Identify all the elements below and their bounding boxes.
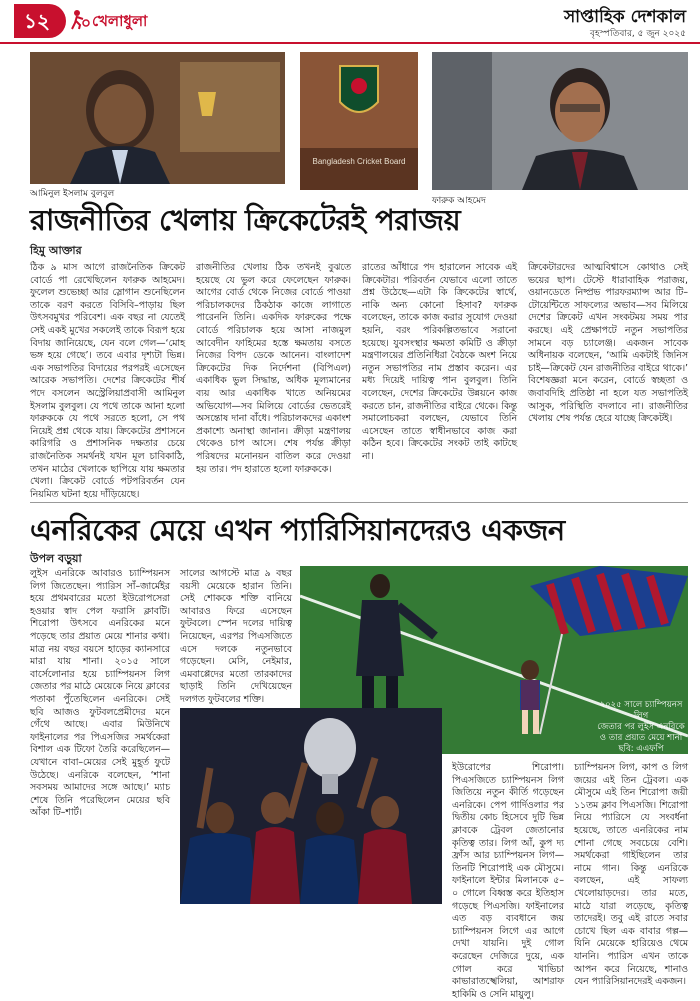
article1-column-2: রাজনীতির খেলায় ঠিক তখনই বুঝতে হয়েছে যে ভুল করে ফেলেছেন ফারুক। আগের বোর্ড থেকে নিজের বোর্ডে পাওয়া পরিচালকদের ঠিকঠাক কাজে লাগাতে পারেননি তিনি। একদিক ফারুকের পক্ষে বোর্ডে পরিচালক হয়ে আসা নাজমুল আবেদীন ফাহিমের হস্তে ক্ষমতায় বসতে নিজের বিপদ ডেকে আনেন। বাংলাদেশ ক্রিকেটের দিক নির্দেশনা (বিপিএল) একাধিক ভুল সিদ্ধান্ত, অধিক মূল্যমানের ব্যয় আর একাধিক খাতে অনিয়মের অভিযোগ—সব মিলিয়ে বোর্ডের ভেতরেই অসন্তোষ দানা বাঁধে। পরিচালকদের একাংশ প্রকাশ্যে অনাস্থা জানান। ক্রীড়া মন্ত্রণালয় থেকেও চাপ আসে। শেষ পর্যন্ত ক্রীড়া পরিষদের মনোনয়ন বাতিল করে দেওয়া হয় তার। পদ হারাতে হলো ফারুককে।: [196, 262, 351, 475]
article2-column-3: ইউরোপের শিরোপা। পিএসজিতে চ্যাম্পিয়নস লিগ জিতিয়ে নতুন কীর্তি গড়েছেন এনরিকে। পেপ গার্দিওলার পর দ্বিতীয় কোচ হিসেবে দুটি ভিন্ন ক্লাবকে ট্রেবল জেতানোর কৃতিত্ব তার। লিগ আঁ, কুপ দ্য ফ্রাঁস আর চ্যাম্পিয়নস লিগ—তিনটি শিরোপাই এক মৌসুমে। ফাইনালে ইন্টার মিলানকে ৫–০ গোলে বিধ্বস্ত করে ইতিহাস গড়েছে পিএসজি। ফাইনালের এত বড় ব্যবধানে জয় চ্যাম্পিয়নস লিগে এর আগে দেখা যায়নি। দুই গোল করেছেন দেজিরে দুয়ে, এক গোল করে খাভিচা কাভারাতস্খেলিয়া, আশরাফ হাকিমি ও সেনি মায়ুলু।: [452, 762, 564, 1000]
caption-faruque: ফারুক আহমেদ: [432, 196, 486, 206]
headline-politics-cricket: রাজনীতির খেলায় ক্রিকেটেরই পরাজয়: [30, 203, 461, 237]
trophy-celebration-image: [180, 708, 442, 904]
article1-column-4: ক্রিকেটারদের আত্মবিশ্বাসে কোথাও সেই ভয়ের ছাপ। টেস্টে ধারাবাহিক পরাজয়, ওয়ানডেতে নিষ্প্রভ পারফরম্যান্স আর টি–টোয়েন্টিতে সাফল্যের অভাব—সব মিলিয়ে দেশের ক্রিকেট এখন সংকটময় সময় পার করছে। এই প্রেক্ষাপটে নতুন সভাপতির সামনে বড় চ্যালেঞ্জ। একজন সাবেক অধিনায়ক বলেছেন, ‘আমি একটাই জিনিস চাই—ক্রিকেট যেন রাজনীতির বাইরে থাকে।’ বিশেষজ্ঞরা মনে করেন, বোর্ডে স্বচ্ছতা ও জবাবদিহি প্রতিষ্ঠা না হলে যত সভাপতিই আসুক, পরিস্থিতি বদলাবে না। রাজনীতির খেলায় শেষ পর্যন্ত হেরে যাচ্ছে ক্রিকেটই।: [528, 262, 688, 425]
photo-aminul-islam-bulbul: [30, 52, 285, 184]
photo-faruque-ahmed: [432, 52, 688, 190]
article-divider: [30, 502, 688, 503]
photo-trophy-celebration: [180, 708, 442, 904]
article1-column-3: রাতের আঁধারে পদ হারালেন সাবেক এই ক্রিকেটার। পরিবর্তন যেভাবে এলো তাতে প্রশ্ন উঠেছে—এটা কি ক্রিকেটের স্বার্থে, নাকি অন্য কোনো হিসাব? ফারুক বলেছেন, তাকে কাজ করার সুযোগ দেওয়া হয়নি, বরং পরিকল্পিতভাবে সরানো হয়েছে। যুবসংস্থার ক্ষমতা কমিটি ও ক্রীড়া মন্ত্রণালয়ের প্রতিনিধিরা বৈঠকে অংশ নিয়ে নতুন সভাপতির নাম প্রস্তাব করেন। এর মধ্য দিয়েই দায়িত্ব পান বুলবুল। তিনি বলেছেন, দেশের ক্রিকেটের উন্নয়নে কাজ করতে চান, রাজনীতির বাইরে থেকে। কিন্তু সমালোচকরা বলছেন, যেভাবে তিনি এসেছেন তাতে স্বাধীনভাবে কাজ করা কঠিন হবে। ক্রিকেটের সংকট তাই কাটছে না।: [362, 262, 517, 462]
article1-column-1: ঠিক ৯ মাস আগে রাজনৈতিক ক্রিকেট বোর্ডে পা রেখেছিলেন ফারুক আহমেদ। ফুলেল শুভেচ্ছা আর স্লোগান শুনেছিলেন তাকে বরণ করতে বিসিবি–পাড়ায় ছিল উৎসবমুখর পরিবেশ। এক বছর না যেতেই সেই একই মুখের সকলেই তাকে বিরূপ হয়ে বিদায় জানিয়েছে, যেন বলে গেল—‘মোহ ভঙ্গ হয়ে গেছে’। তবে এবার দৃশ্যটা ভিন্ন। এক সভাপতির বিদায়ের পরপরই এসেছেন আরেক সভাপতি। দেশের ক্রিকেটের শীর্ষ পদে বসলেন অস্ট্রেলিয়াপ্রবাসী আমিনুল ইসলাম বুলবুল। যে পথে তাকে আনা হলো ফারুককে যে পথে সরতে হলো, সে পথ নিয়েই প্রশ্ন থেকে যায়। ক্রিকেটের প্রশাসনে কারিগরি ও প্রশাসনিক দক্ষতার চেয়ে রাজনৈতিক সমর্থনই যখন মূল চাবিকাঠি, তখন মাঠের খেলাকে ছাপিয়ে যায় ক্ষমতার খেলা। ক্রিকেট বোর্ডে পটপরিবর্তন যেন নিয়মিত ঘটনা হয়ে দাঁড়িয়েছে।: [30, 262, 185, 500]
headline-enrique-daughter: এনরিকের মেয়ে এখন প্যারিসিয়ানদেরও একজন: [30, 513, 565, 547]
bcb-logo-image: [300, 52, 418, 190]
page-number: ১২: [14, 4, 66, 38]
sports-logo-icon: [70, 8, 90, 30]
article2-column-1: লুইস এনরিকে আবারও চ্যাম্পিয়নস লিগ জিতেছেন। প্যারিস সাঁ–জার্মেইর হয়ে প্রথমবারের মতো ইউরোপসেরা হওয়ার স্বাদ পেল ফরাসি ক্লাবটি। শিরোপা উৎসবে এনরিকের মনে পড়েছে তার প্রয়াত মেয়ে শানার কথা। মাত্র নয় বছর বয়সে হাড়ের ক্যানসারে মারা যায় শানা। ২০১৫ সালে বার্সেলোনার হয়ে চ্যাম্পিয়নস লিগ জেতার পর মাঠে মেয়েকে নিয়ে ক্লাবের পতাকা পুঁতেছিলেন এনরিকে। সেই ছবি আজও ফুটবলপ্রেমীদের মনে গেঁথে আছে। এবার মিউনিখে ফাইনালের পর পিএসজির সমর্থকেরা বিশাল এক টিফো তৈরি করেছিলেন—যেখানে বাবা–মেয়ের সেই মুহূর্ত ফুটে উঠেছে। এনরিকে বলেছেন, ‘শানা সবসময় আমাদের সঙ্গে আছে।’ ম্যাচ শেষে তিনি পরেছিলেন মেয়ের ছবি আঁকা টি–শার্ট।: [30, 568, 170, 819]
bcb-sign-text: Bangladesh Cricket Board: [312, 157, 406, 166]
caption-line-2: জেতার পর লুইস এনরিকে: [597, 722, 685, 732]
caption-line-4: ছবি: এএফপি: [618, 744, 664, 754]
caption-line-3: ও তার প্রয়াত মেয়ে শানা: [599, 733, 683, 743]
caption-line-1: ২০২৫ সালে চ্যাম্পিয়নস লিগ: [599, 700, 683, 721]
portrait-bulbul-image: [30, 52, 285, 184]
article2-column-4: চ্যাম্পিয়নস লিগ, কাপ ও লিগ জয়ের এই তিন ট্রেবল। এক মৌসুমে এই তিন শিরোপা জয়ী ১১তম ক্লাব পিএসজি। শিরোপা নিয়ে প্যারিসে যে সংবর্ধনা হয়েছে, তাতে এনরিকের নাম শোনা গেছে সবচেয়ে বেশি। সমর্থকেরা গাইছিলেন তার নামে গান। কিন্তু এনরিকে বলছেন, এই সাফল্য খেলোয়াড়দের। তার মতে, মাঠে যারা লড়েছে, কৃতিত্ব তাদেরই। তবু এই রাতে সবার চোখে ছিল এক বাবার গল্প—যিনি মেয়েকে হারিয়েও থেমে যাননি। প্যারিস এখন তাকে আপন করে নিয়েছে, শানাও যেন প্যারিসিয়ানদেরই একজন।: [574, 762, 688, 988]
article2-column-2: সালের আগস্টে মাত্র ৯ বছর বয়সী মেয়েকে হারান তিনি। সেই শোককে শক্তি বানিয়ে আবারও ফিরে এসেছেন ফুটবলে। স্পেন দলের দায়িত্ব নিয়েছেন, এরপর পিএসজিতে এসে দলকে নতুনভাবে গড়েছেন। মেসি, নেইমার, এমবাপ্পেদের মতো তারকাদের ছাড়াই তিনি দেখিয়েছেন দলগত ফুটবলের শক্তি।: [180, 568, 292, 705]
issue-date: বৃহস্পতিবার, ৫ জুন ২০২৫: [589, 29, 686, 39]
byline-article2: উপল বড়ুয়া: [30, 552, 82, 565]
byline-article1: হিমু আক্তার: [30, 244, 82, 257]
photo-bcb-building: [300, 52, 418, 190]
caption-bulbul: আমিনুল ইসলাম বুলবুল: [30, 189, 115, 199]
tifo-photo-caption: [595, 700, 687, 755]
portrait-faruque-image: [432, 52, 688, 190]
newspaper-name: সাপ্তাহিক দেশকাল: [563, 7, 686, 27]
section-name: খেলাধুলা: [92, 12, 148, 30]
masthead: [0, 0, 700, 44]
